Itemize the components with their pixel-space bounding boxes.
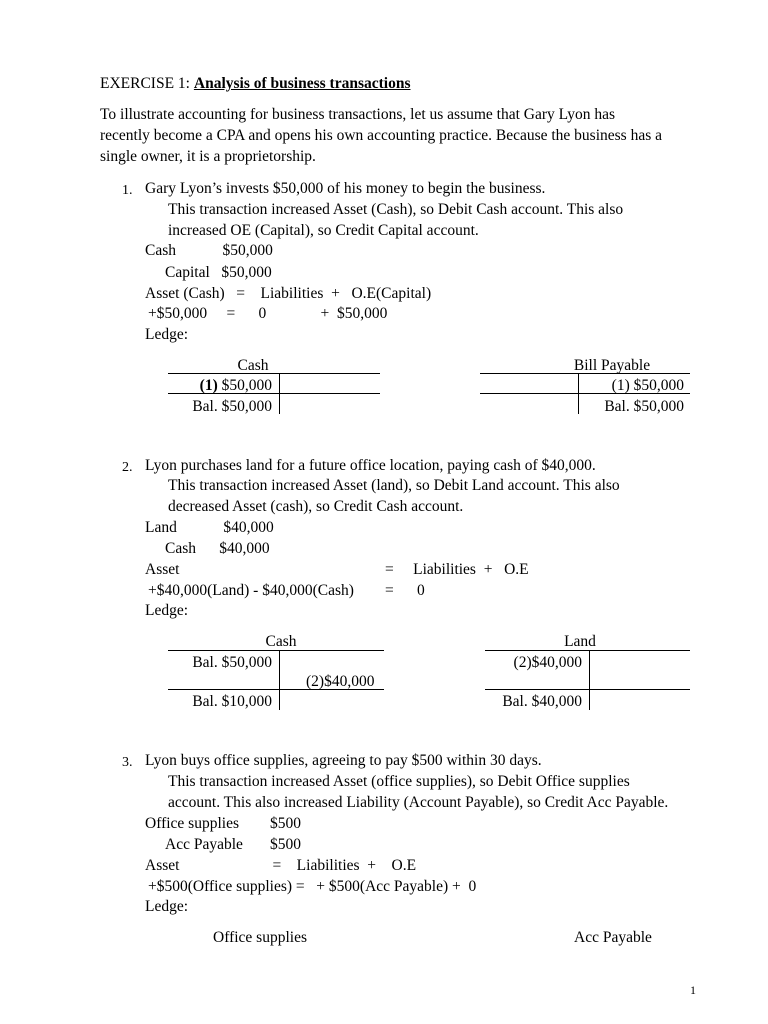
transaction-3-journal-credit: Acc Payable $500: [165, 836, 302, 853]
t-account-top-rule: [485, 650, 690, 651]
page-number: 1: [690, 983, 696, 997]
transaction-1-journal-debit: Cash $50,000: [145, 242, 273, 259]
exercise-label: EXERCISE 1:: [100, 75, 190, 92]
t-account-debit-entry: Bal. $50,000: [192, 654, 272, 671]
t-account-top-rule: [168, 373, 380, 374]
exercise-title: Analysis of business transactions: [193, 75, 411, 92]
t-account-title: Cash: [237, 357, 269, 374]
transaction-1-explanation-2: increased OE (Capital), so Credit Capital account.: [168, 222, 479, 239]
t-account-divider: [578, 374, 579, 414]
transaction-1-equation-1: Asset (Cash) = Liabilities + O.E(Capital): [145, 285, 432, 302]
transaction-2-explanation-2: decreased Asset (cash), so Credit Cash account.: [168, 498, 464, 515]
t-account-title: Office supplies: [213, 929, 307, 946]
t-account-divider: [589, 651, 590, 710]
transaction-1-equation-2: +$50,000 = 0 + $50,000: [148, 305, 388, 322]
transaction-2-journal-credit: Cash $40,000: [165, 540, 270, 557]
t-account-top-rule: [168, 650, 384, 651]
t-account-balance: Bal. $50,000: [192, 398, 272, 415]
transaction-2-journal-debit: Land $40,000: [145, 519, 274, 536]
t-account-title: Cash: [265, 633, 297, 650]
t-account-credit-entry: (2)$40,000: [306, 673, 375, 690]
transaction-2-ledge-label: Ledge:: [145, 602, 189, 619]
intro-line: To illustrate accounting for business transactions, let us assume that Gary Lyon has: [100, 106, 616, 123]
transaction-1-explanation-1: This transaction increased Asset (Cash), so Debit Cash account. This also: [168, 201, 624, 218]
transaction-2-number: 2.: [122, 460, 133, 475]
entry-amount: $50,000: [217, 377, 272, 394]
transaction-3-description: Lyon buys office supplies, agreeing to pay $500 within 30 days.: [145, 752, 542, 769]
transaction-3-equation-1: Asset = Liabilities + O.E: [145, 857, 417, 874]
t-account-title: Bill Payable: [573, 357, 651, 374]
t-account-balance-rule: [168, 689, 384, 690]
intro-line: recently become a CPA and opens his own accounting practice. Because the business has a: [100, 127, 663, 144]
t-account-balance-rule: [168, 393, 380, 394]
entry-ref: (1): [199, 377, 218, 394]
t-account-top-rule: [480, 373, 690, 374]
t-account-balance: Bal. $50,000: [604, 398, 684, 415]
t-account-balance-rule: [485, 689, 690, 690]
transaction-2-explanation-1: This transaction increased Asset (land), so Debit Land account. This also: [168, 477, 620, 494]
t-account-divider: [279, 651, 280, 710]
transaction-2-equation-1-right: = Liabilities + O.E: [385, 561, 529, 578]
transaction-3-equation-2: +$500(Office supplies) = + $500(Acc Payable) + 0: [148, 878, 477, 895]
intro-paragraph: [100, 104, 700, 167]
t-account-title: Land: [564, 633, 596, 650]
t-account-credit-entry: (1) $50,000: [611, 377, 684, 394]
transaction-3-ledge-label: Ledge:: [145, 898, 189, 915]
transaction-3-explanation-2: account. This also increased Liability (Account Payable), so Credit Acc Payable.: [168, 794, 669, 811]
t-account-title: Acc Payable: [574, 929, 652, 946]
t-account-balance: Bal. $40,000: [502, 693, 582, 710]
transaction-1-number: 1.: [122, 183, 133, 198]
transaction-3-explanation-1: This transaction increased Asset (office supplies), so Debit Office supplies: [168, 773, 630, 790]
transaction-3-journal-debit: Office supplies $500: [145, 815, 301, 832]
transaction-3-number: 3.: [122, 755, 133, 770]
t-account-debit-entry: (2)$40,000: [513, 654, 582, 671]
transaction-2-description: Lyon purchases land for a future office location, paying cash of $40,000.: [145, 457, 596, 474]
transaction-1-journal-credit: Capital $50,000: [165, 264, 272, 281]
transaction-2-equation-2-right: = 0: [385, 582, 425, 599]
t-account-balance-rule: [480, 393, 690, 394]
transaction-1-ledge-label: Ledge:: [145, 326, 189, 343]
exercise-heading: [100, 73, 411, 94]
transaction-1-description: Gary Lyon’s invests $50,000 of his money to begin the business.: [145, 180, 546, 197]
transaction-2-equation-1-left: Asset: [145, 561, 180, 578]
t-account-divider: [279, 374, 280, 414]
intro-line: single owner, it is a proprietorship.: [100, 148, 316, 165]
transaction-2-equation-2-left: +$40,000(Land) - $40,000(Cash): [148, 582, 354, 599]
t-account-balance: Bal. $10,000: [192, 693, 272, 710]
